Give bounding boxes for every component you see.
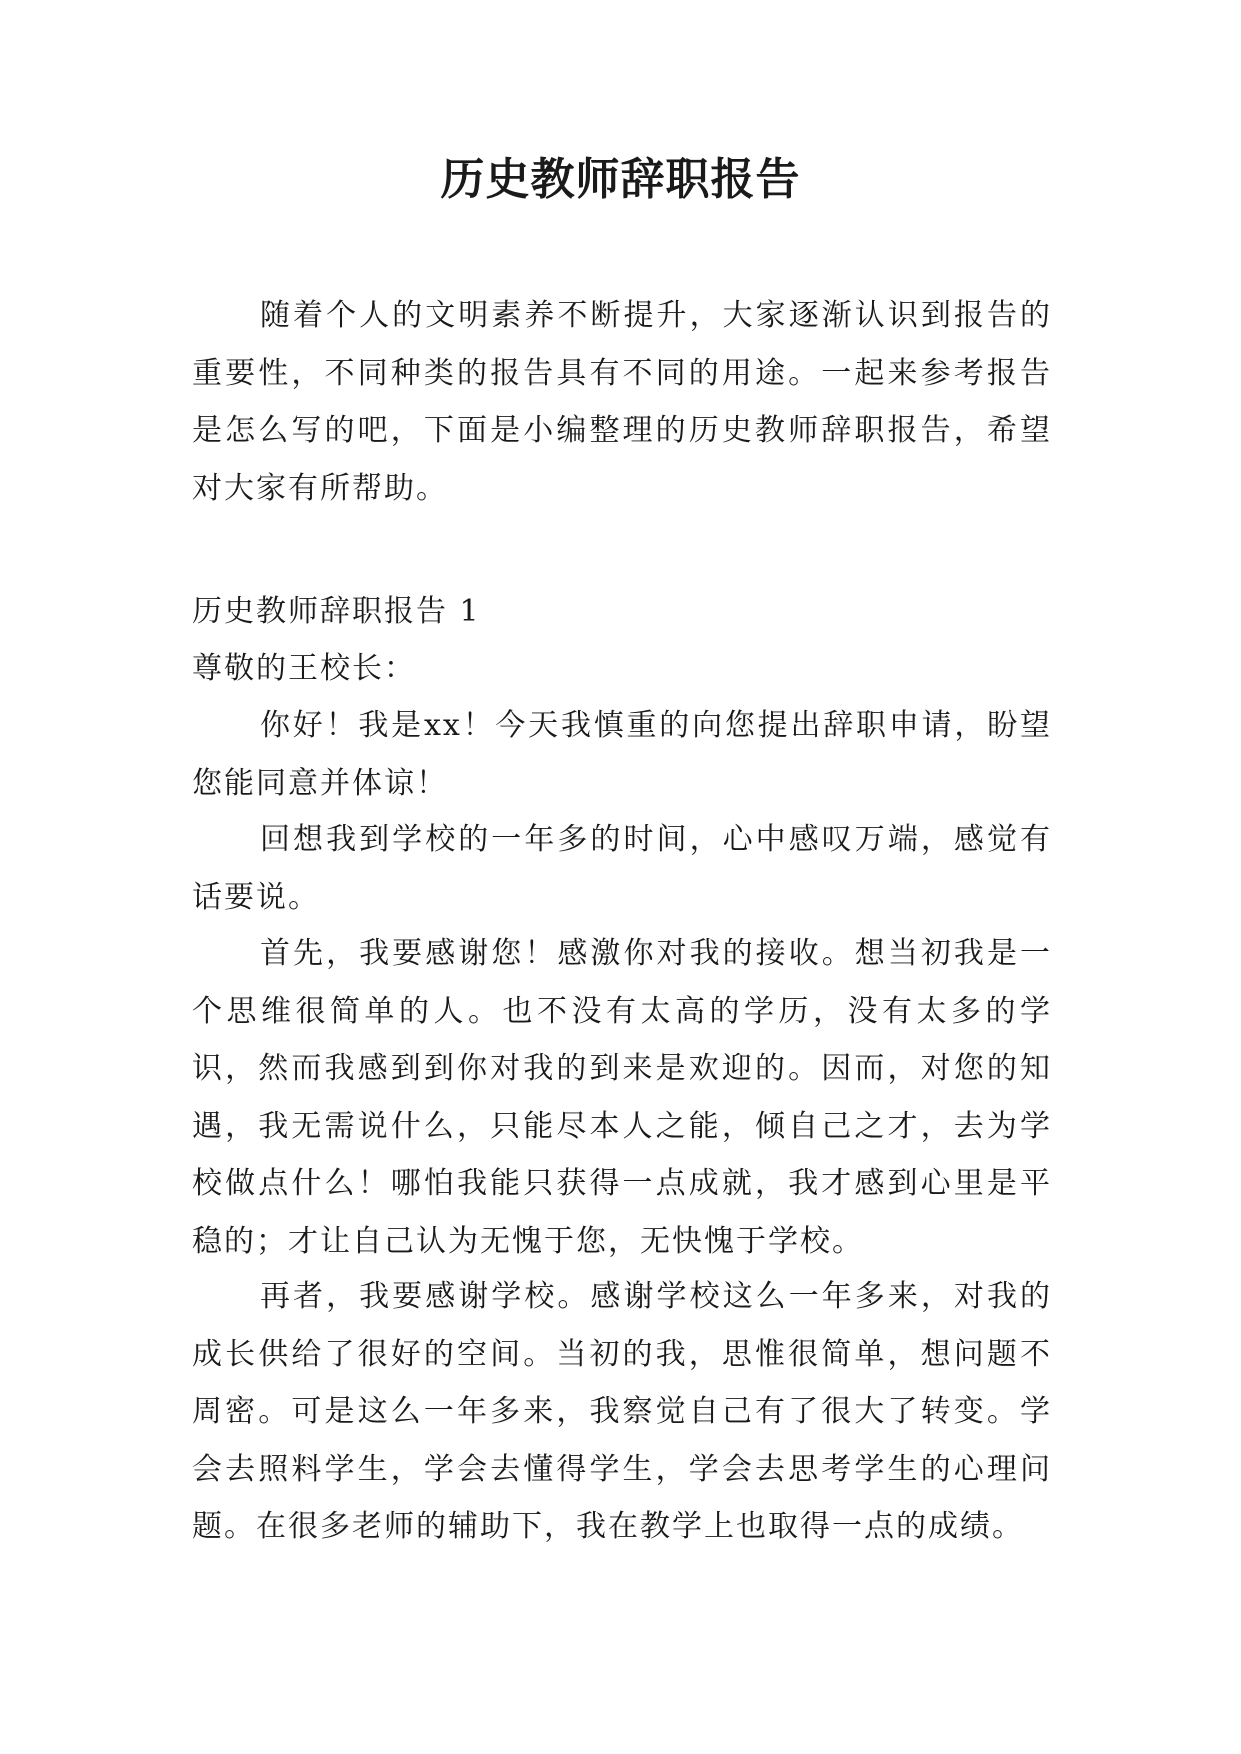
document-title: 历史教师辞职报告 xyxy=(440,154,801,205)
intro-paragraph: 随着个人的文明素养不断提升，大家逐渐认识到报告的重要性，不同种类的报告具有不同的用途。一起来参考报告是怎么写的吧，下面是小编整理的历史教师辞职报告，希望对大家有所帮助。 xyxy=(192,298,1052,506)
body-paragraph: 首先，我要感谢您！感激你对我的接收。想当初我是一个思维很简单的人。也不没有太高的学历，没有太多的学识，然而我感到到你对我的到来是欢迎的。因而，对您的知遇，我无需说什么，只能尽本人之能，倾自己之才，去为学校做点什么！哪怕我能只获得一点成就，我才感到心里是平稳的；才让自己认为无愧于您，无快愧于学校。 xyxy=(192,936,1052,1259)
body-paragraph: 你好！我是xx！今天我慎重的向您提出辞职申请，盼望您能同意并体谅！ xyxy=(192,708,1052,801)
salutation: 尊敬的王校长： xyxy=(192,651,416,686)
body-paragraph: 回想我到学校的一年多的时间，心中感叹万端，感觉有话要说。 xyxy=(192,822,1052,915)
section-heading: 历史教师辞职报告 1 xyxy=(192,594,481,629)
body-paragraph: 再者，我要感谢学校。感谢学校这么一年多来，对我的成长供给了很好的空间。当初的我，思惟很简单，想问题不周密。可是这么一年多来，我察觉自己有了很大了转变。学会去照料学生，学会去懂得学生，学会去思考学生的心理问题。在很多老师的辅助下，我在教学上也取得一点的成绩。 xyxy=(192,1279,1052,1544)
